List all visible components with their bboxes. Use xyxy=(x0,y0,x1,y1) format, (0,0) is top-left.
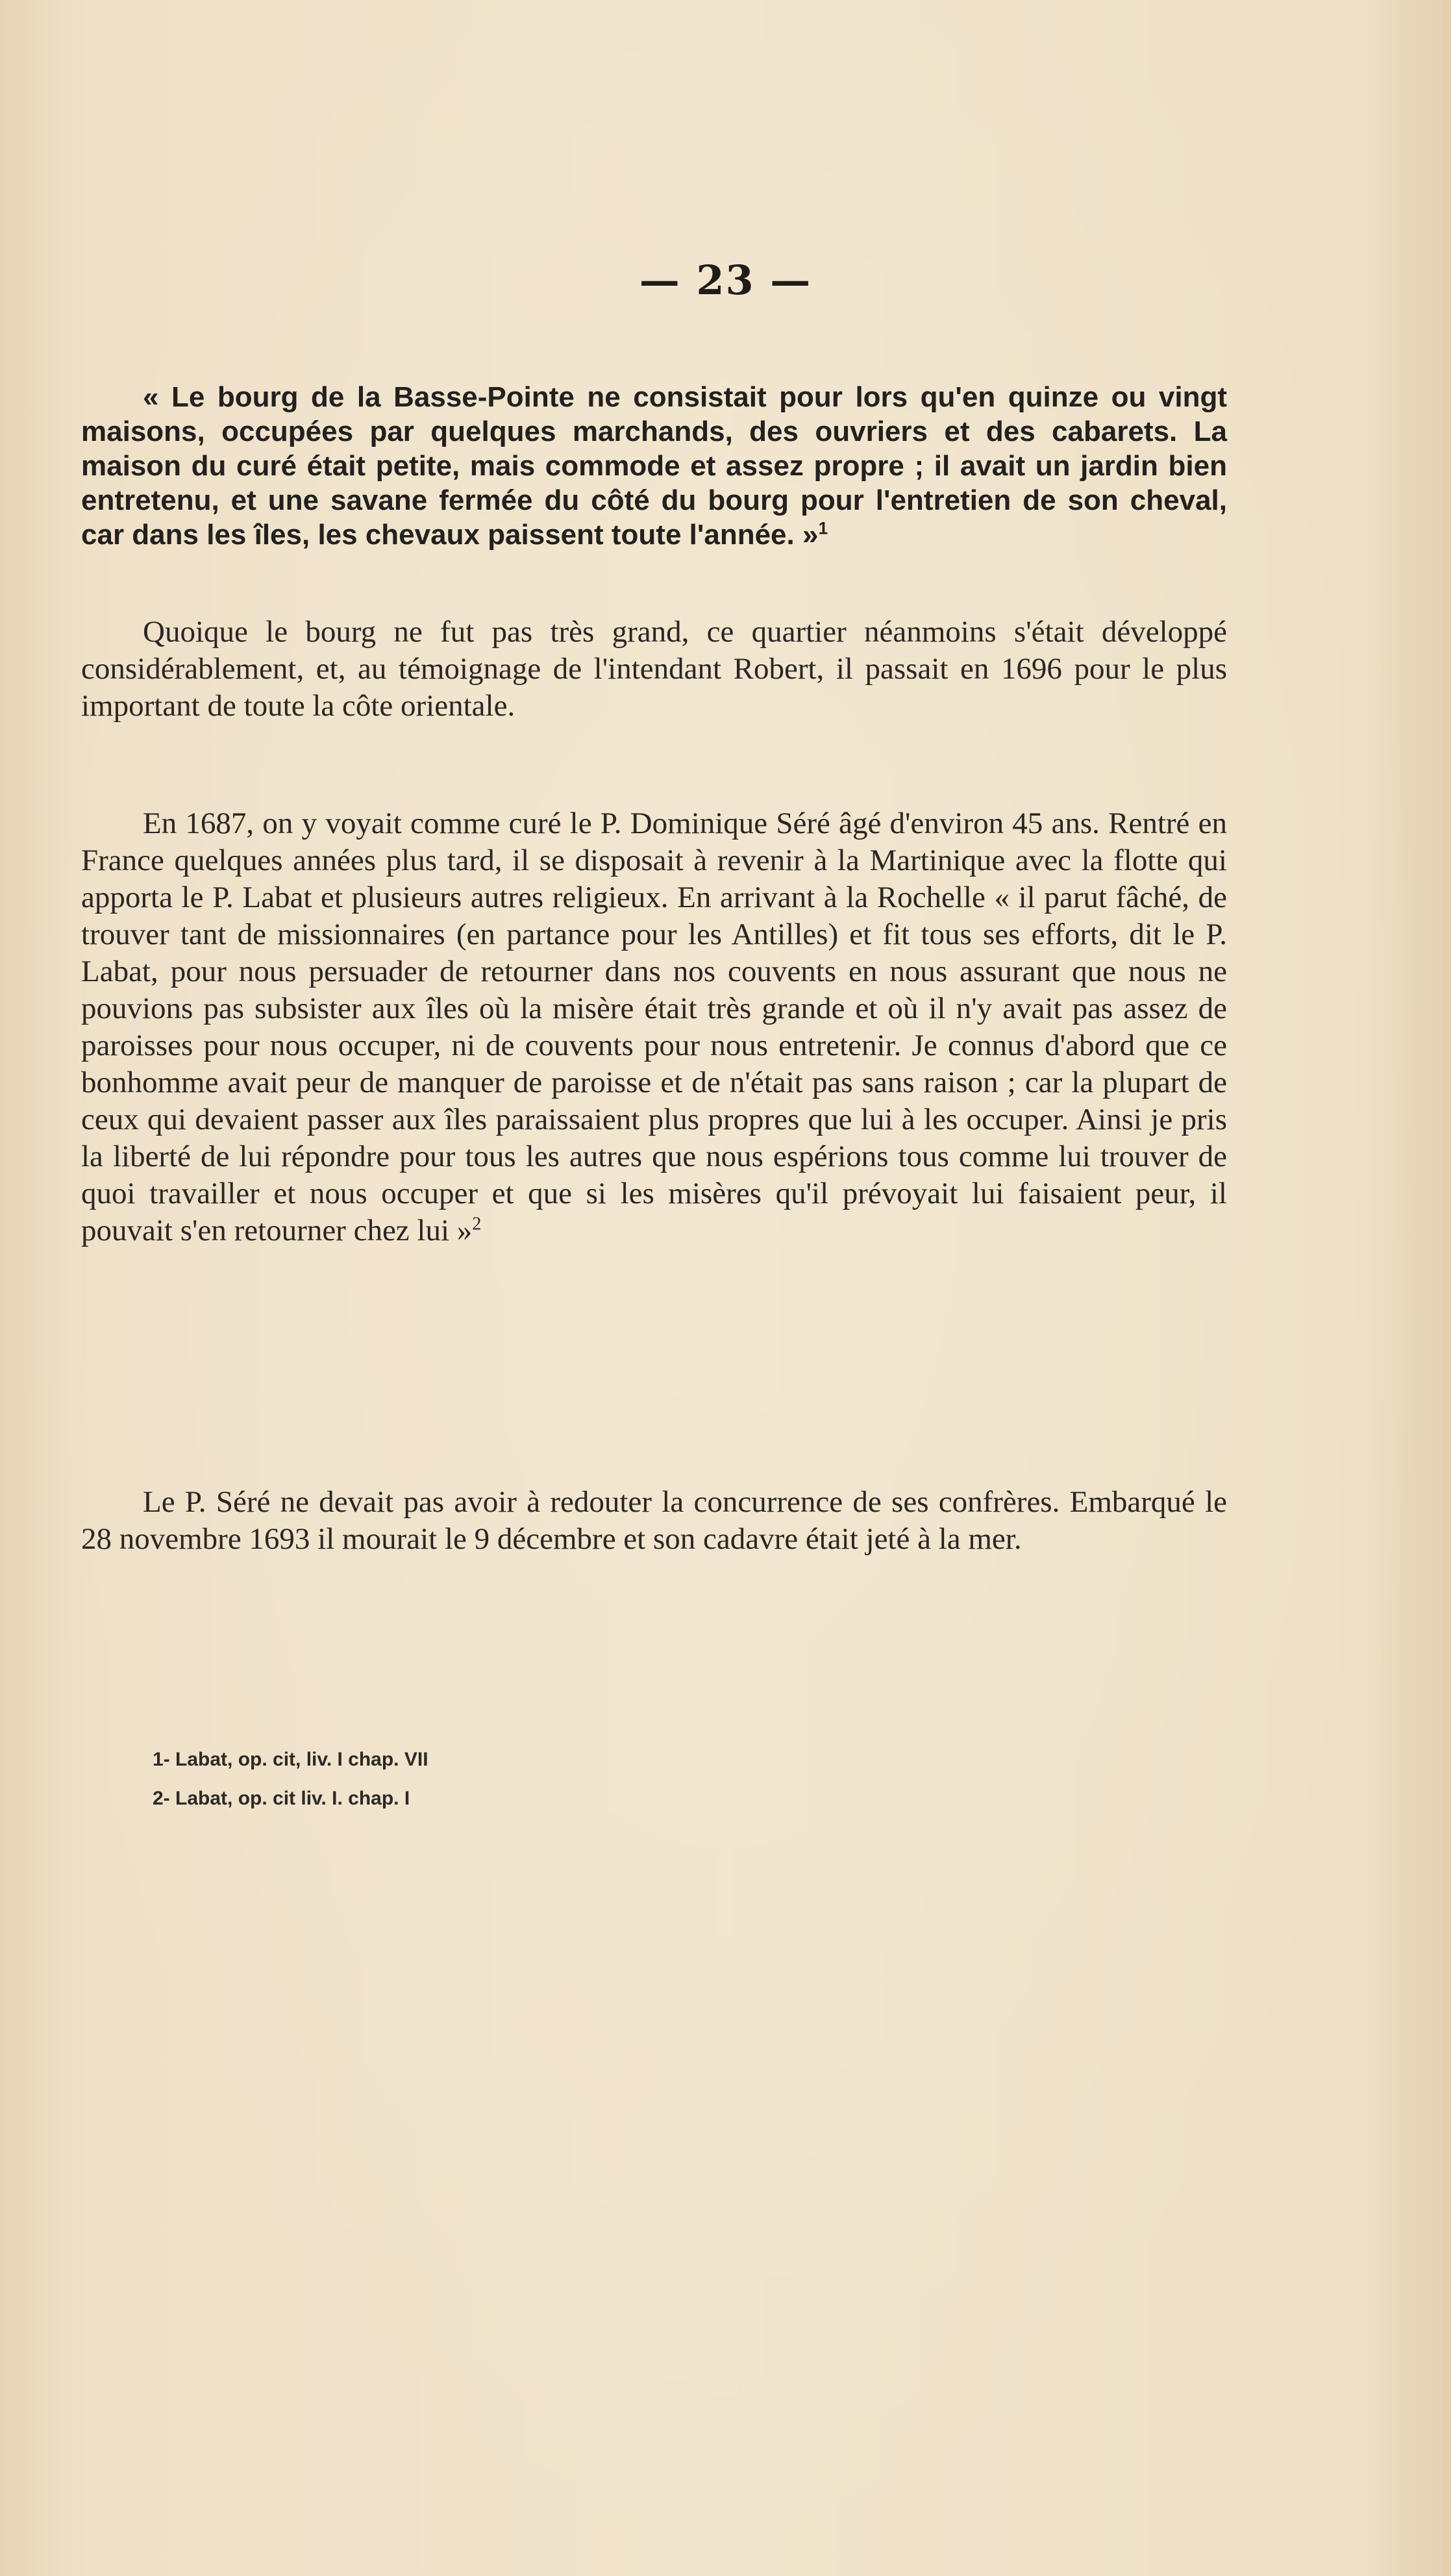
paragraph-1: Quoique le bourg ne fut pas très grand, ce quartier néanmoins s'était développé considérablement, et, au témoignage de l'intendant Robert, il passait en 1696 pour le plus important de toute la côte orientale. xyxy=(81,615,1227,723)
paragraph-2 xyxy=(81,805,1227,1249)
footnote-ref-2: 2 xyxy=(472,1214,482,1234)
paragraph-2-text: En 1687, on y voyait comme curé le P. Dominique Séré âgé d'environ 45 ans. Rentré en France quelques années plus tard, il se disposait à revenir à la Martinique avec la flotte qui apporta le P. Labat et plusieurs autres religieux. En arrivant à la Rochelle « il parut fâché, de trouver tant de missionnaires (en partance pour les Antilles) et fit tous ses efforts, dit le P. Labat, pour nous persuader de retourner dans nos couvents en nous assurant que nous ne pouvions pas subsister aux îles où la misère était très grande et où il n'y avait pas assez de paroisses pour nous occuper, ni de couvents pour nous entretenir. Je connus d'abord que ce bonhomme avait peur de manquer de paroisse et de n'était pas sans raison ; car la plupart de ceux qui devaient passer aux îles paraissaient plus propres que lui à les occuper. Ainsi je pris la liberté de lui répondre pour tous les autres que nous espérions tous comme lui trouver de quoi travailler et nous occuper et que si les misères qu'il prévoyait lui faisaient peur, il pouvait s'en retourner chez lui » xyxy=(81,807,1227,1247)
quoted-paragraph xyxy=(81,380,1227,552)
footnote-1: 1- Labat, op. cit, liv. I chap. VII xyxy=(153,1749,428,1770)
paragraph-3: Le P. Séré ne devait pas avoir à redouter la concurrence de ses confrères. Embarqué le 28 novembre 1693 il mourait le 9 décembre et son cadavre était jeté à la mer. xyxy=(81,1485,1227,1556)
footnote-ref-1: 1 xyxy=(818,518,828,538)
footnotes xyxy=(153,1740,428,1818)
footnote-2: 2- Labat, op. cit liv. I. chap. I xyxy=(153,1788,410,1809)
quote-text: « Le bourg de la Basse-Pointe ne consistait pour lors qu'en quinze ou vingt maisons, occupées par quelques marchands, des ouvriers et des cabarets. La maison du curé était petite, mais commode et assez propre ; il avait un jardin bien entretenu, et une savane fermée du côté du bourg pour l'entretien de son cheval, car dans les îles, les chevaux paissent toute l'année. » xyxy=(81,381,1227,551)
page-number: — 23 — xyxy=(639,256,812,304)
